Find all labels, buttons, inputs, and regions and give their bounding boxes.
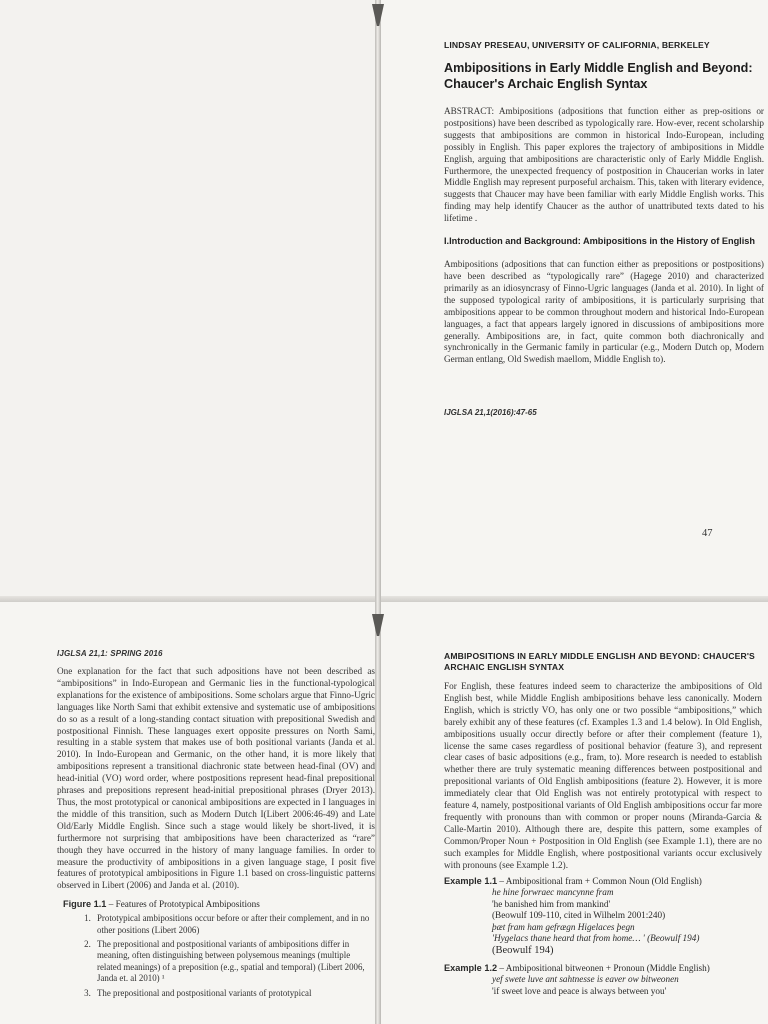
- page-47: [380, 0, 768, 598]
- article-title: Ambipositions in Early Middle English and Beyond: Chaucer's Archaic English Syntax: [444, 61, 753, 91]
- example-gloss: 'Hygelacs thane heard that from home… ' (Beowulf 194): [492, 933, 700, 944]
- figure-caption: [63, 898, 375, 910]
- example-citation: (Beowulf 109-110, cited in Wilhelm 2001:240): [492, 910, 666, 921]
- body-paragraph: One explanation for the fact that such adpositions have not been described as “ambipositions” in Indo-European and Germanic lies in the functional-typological explanations for the existence of ambipositions. Some scholars argue that Finno-Ugric languages like North Sami that exhibit extensive and systematic use of ambipositions do so as a result of a long-standing contact situation with prepositional Swedish and postpositional Finnish. These languages exert opposite pressures on North Sami, resulting in a stable system that makes use of both positional variants (Janda et al. 2010). In Indo-European and Germanic, on the other hand, it is more likely that ambipositions represent a transitional diachronic state between head-final (OV) and head-initial (VO) word order, where postpositions represent head-final prepositional phrases and prepositions represent head-initial prepositional phrases (Dryer 2013). Thus, the most prototypical or canonical ambipositions are expected in I languages in the middle of this transition, such as Modern Dutch I(Libert 2006:46-49) and Late Old/Early Middle English. Since such a stage would likely be short-lived, it is furthermore not surprising that ambipositions have been characterized as “rare” though they have occurred in the history of many language families. In order to measure the productivity of ambipositions in a given language stage, I posit five features of prototypical ambipositions in Figure 1.1 based on cross-linguistic patterns observed in Libert (2006) and Janda et al. (2010).: [57, 666, 375, 891]
- body-paragraph: For English, these features indeed seem to characterize the ambipositions of Old English best, while Middle English ambipositions behave less canonically. Modern English, which is strictly VO, has only one or two possible “ambipositions,” which barely exhibit any of these features (cf. Examples 1.3 and 1.4 below). In Old English, ambipositions usually occur directly before or after their complement (feature 1), license the same cases regardless of positional behavior (feature 3), and represent clear cases of basic adpositions (e.g., fram, to). More research is needed to establish whether there are truly systematic meaning differences between postpositional and prepositional variants of Old English ambipositions (feature 2). However, it is more immediately clear that Old English was not entirely prototypical with respect to feature 4, namely, postpositional variants of Old English ambipositions occur far more frequently with pronouns than with common or proper nouns (Miranda-Garcia & Calle-Martin 2010). Although there are, despite this pattern, some examples of Common/Proper Noun + Postposition in Old English (see Example 1.1), there are no such examples for Middle English, where postpositional variants occur exclusively with pronouns (see Example 1.2).: [444, 681, 762, 870]
- example-line: yef swete luve ant sahtnesse is eaver ow bitweonen: [492, 974, 679, 985]
- intro-paragraph: Ambipositions (adpositions that can function either as prepositions or postpositions) have been described as “typologically rare” (Hagege 2010) and characterized primarily as an idiosyncrasy of Finno-Ugric languages (Janda et al. 2010). In light of the supposed typological rarity of ambipositions, it is particularly surprising that ambipositions appear to be common throughout modern and historical Indo-European languages, a fact that appears largely ignored in discussions of ambipositions more generally. Ambipositions are, in fact, quite common both diachronically and synchronically in the Germanic family in particular (e.g., Modern Dutch op, Modern German entlang, Old Swedish maellom, Middle English to).: [444, 259, 764, 365]
- feature-list: [57, 913, 375, 999]
- abstract: ABSTRACT: Ambipositions (adpositions that function either as prep-ositions or postpositions) have been described as typologically rare. How-ever, recent scholarship suggests that ambipositions are common in historical Indo-European, including possibly in English. This paper explores the trajectory of ambipositions in Middle English, arguing that ambipositions are characteristic only of Early Middle English. Furthermore, the unexpected frequency of postposition in Chaucerian works in later Middle English may represent purposeful archaism. This, taken with literary evidence, suggests that Chaucer may have been familiar with early Middle English works. This finding may help identify Chaucer as the author of unattributed texts dated to his lifetime .: [444, 106, 764, 224]
- figure-label: Figure 1.1: [63, 899, 107, 910]
- list-item: 2. The prepositional and postpositional variants of ambipositions differ in meaning, often distinguishing between polysemous meanings (multiple related meanings) of a preposition (e.g., spatial and temporal) (Libert 2006, Janda et. al 2010) ¹: [93, 939, 375, 985]
- journal-running-head: IJGLSA 21,1: SPRING 2016: [57, 649, 163, 658]
- page-49: [380, 600, 768, 1024]
- example-description: – Ambipositional bitweonen + Pronoun (Middle English): [497, 962, 710, 973]
- page-48-content: [57, 649, 375, 1002]
- example-1-1: [444, 876, 762, 957]
- author-running-head: LINDSAY PRESEAU, UNIVERSITY OF CALIFORNIA, BERKELEY: [444, 40, 710, 50]
- journal-reference: IJGLSA 21,1(2016):47-65: [444, 408, 537, 417]
- example-gloss: 'if sweet love and peace is always between you': [492, 985, 667, 996]
- page-number: 47: [702, 528, 713, 539]
- example-label: Example 1.2: [444, 962, 498, 973]
- list-item: 1. Prototypical ambipositions occur before or after their complement, and in no other positions (Libert 2006): [93, 913, 375, 936]
- example-description: – Ambipositional fram + Common Noun (Old English): [497, 875, 702, 886]
- section-heading: I.Introduction and Background: Ambipositions in the History of English: [444, 236, 756, 247]
- blank-page: [0, 0, 377, 598]
- example-gloss: 'he banished him from mankind': [492, 898, 611, 909]
- page-47-content: [444, 40, 764, 366]
- example-1-2: [444, 963, 762, 998]
- page-divider: [0, 596, 768, 602]
- page-49-content: [444, 651, 762, 1003]
- title-running-head: AMBIPOSITIONS IN EARLY MIDDLE ENGLISH AND BEYOND: CHAUCER'S ARCHAIC ENGLISH SYNTAX: [444, 651, 755, 672]
- example-line: þæt fram ham gefrægn Higelaces þegn: [492, 921, 635, 932]
- page-48: [0, 600, 377, 1024]
- book-gutter: [375, 0, 381, 1024]
- example-citation: (Beowulf 194): [492, 945, 554, 957]
- example-line: he hine forwraec mancynne fram: [492, 887, 614, 898]
- list-item: 3. The prepositional and postpositional variants of prototypical: [93, 988, 375, 999]
- figure-title: – Features of Prototypical Ambipositions: [106, 899, 260, 910]
- example-label: Example 1.1: [444, 875, 498, 886]
